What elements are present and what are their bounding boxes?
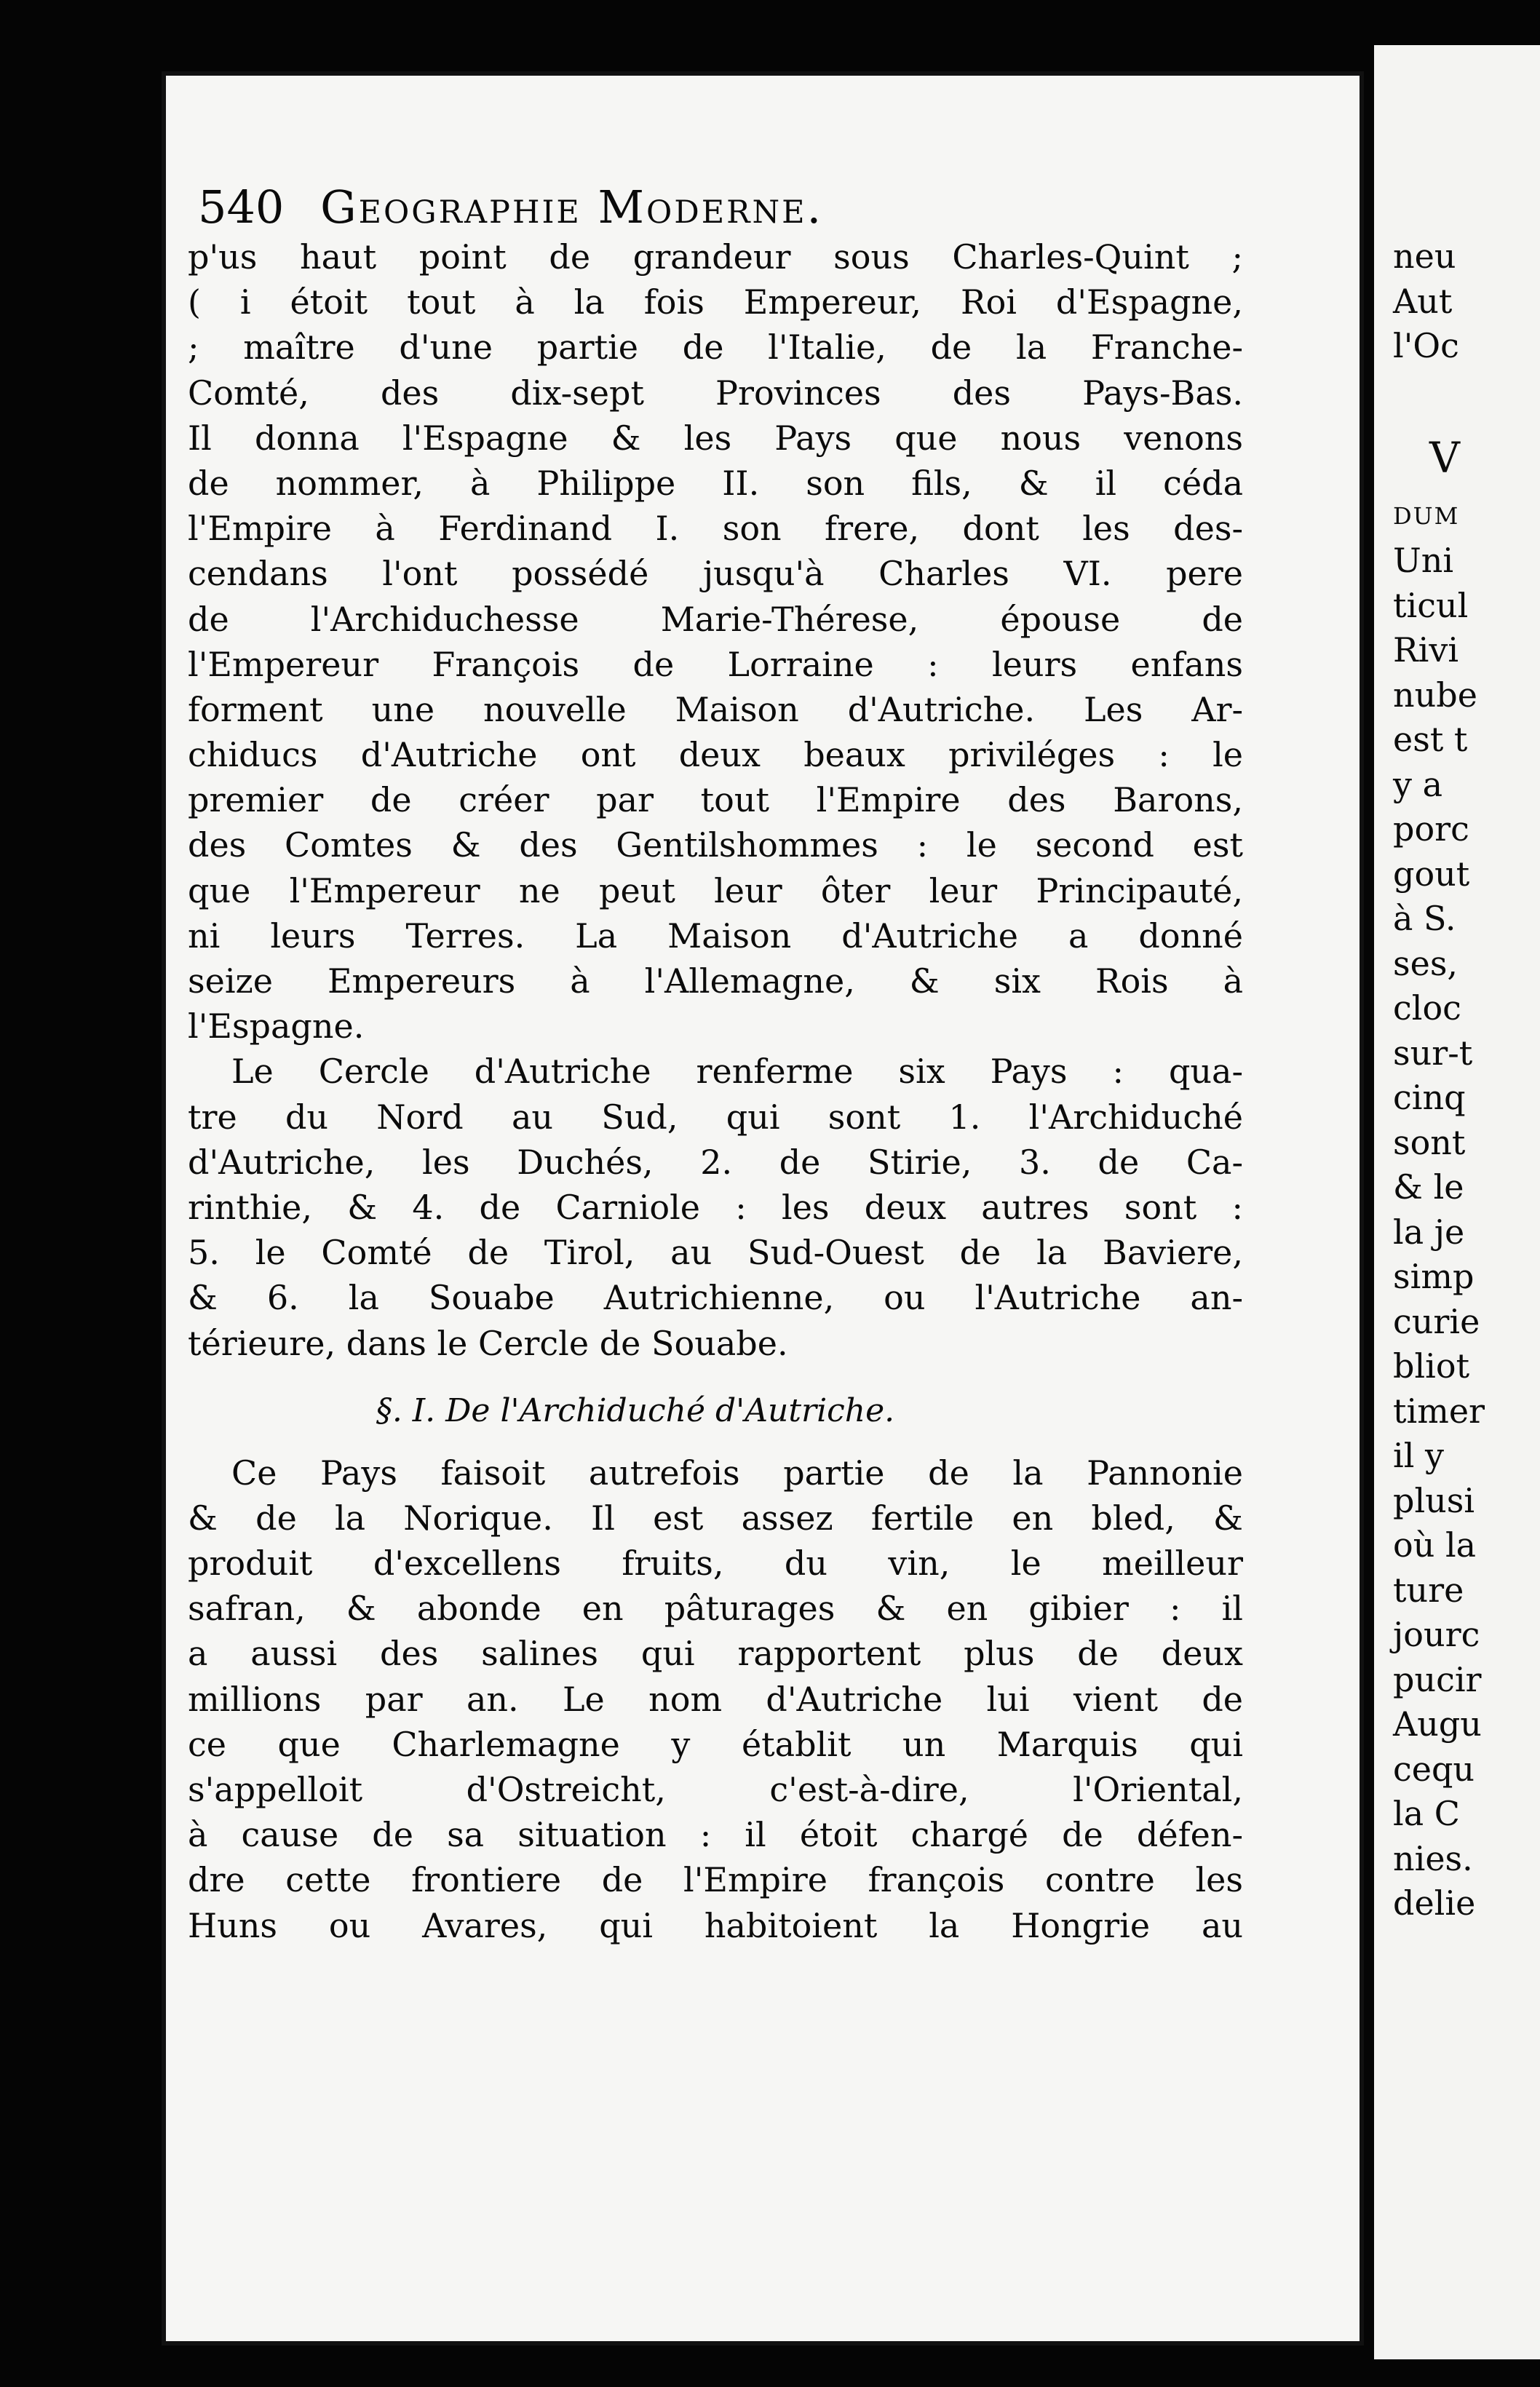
- page-number: 540: [198, 180, 285, 234]
- adjacent-line: plusi: [1393, 1480, 1475, 1520]
- text-line: seize Empereurs à l'Allemagne, & six Rois à: [188, 961, 1243, 1001]
- adjacent-line: y a: [1393, 764, 1443, 804]
- adjacent-line: ses,: [1393, 943, 1458, 983]
- text-line: ce que Charlemagne y établit un Marquis qui: [188, 1724, 1243, 1764]
- adjacent-line: timer: [1393, 1391, 1485, 1431]
- adjacent-line: sur-t: [1393, 1033, 1473, 1073]
- adjacent-page: [1374, 45, 1540, 2359]
- adjacent-line: simp: [1393, 1257, 1474, 1296]
- adjacent-line: Rivi: [1393, 630, 1459, 670]
- adjacent-line: Augu: [1393, 1704, 1482, 1744]
- adjacent-line: pucir: [1393, 1659, 1482, 1699]
- adjacent-line: cinq: [1393, 1078, 1466, 1117]
- adjacent-line: l'Oc: [1393, 326, 1459, 365]
- text-line: Il donna l'Espagne & les Pays que nous venons: [188, 418, 1243, 458]
- text-line: Le Cercle d'Autriche renferme six Pays : qua-: [231, 1052, 1243, 1092]
- text-line: térieure, dans le Cercle de Souabe.: [188, 1323, 788, 1363]
- text-line: millions par an. Le nom d'Autriche lui vient de: [188, 1679, 1243, 1719]
- page-body: [188, 234, 1243, 1948]
- text-line: produit d'excellens fruits, du vin, le meilleur: [188, 1544, 1243, 1584]
- text-line: s'appelloit d'Ostreicht, c'est-à-dire, l'Oriental,: [188, 1770, 1243, 1809]
- text-line: 5. le Comté de Tirol, au Sud-Ouest de la Baviere,: [188, 1233, 1243, 1273]
- adjacent-line: ture: [1393, 1570, 1464, 1610]
- text-line: forment une nouvelle Maison d'Autriche. Les Ar-: [188, 689, 1243, 729]
- paragraph-3: [188, 1450, 1243, 1948]
- paragraph-2: [188, 1049, 1243, 1365]
- adjacent-line: la C: [1393, 1794, 1460, 1833]
- adjacent-line: est t: [1393, 720, 1468, 759]
- text-line: d'Autriche, les Duchés, 2. de Stirie, 3. de Ca-: [188, 1142, 1243, 1182]
- text-line: des Comtes & des Gentilshommes : le second est: [188, 825, 1243, 865]
- text-line: premier de créer par tout l'Empire des Barons,: [188, 780, 1243, 820]
- text-line: l'Empereur François de Lorraine : leurs enfans: [188, 644, 1243, 684]
- text-line: & de la Norique. Il est assez fertile en bled, &: [188, 1498, 1243, 1538]
- adjacent-line: bliot: [1393, 1346, 1470, 1386]
- adjacent-line: sont: [1393, 1122, 1466, 1162]
- adjacent-drop-letter: V: [1429, 432, 1460, 482]
- adjacent-line: cloc: [1393, 988, 1461, 1028]
- adjacent-line: il y: [1393, 1436, 1445, 1475]
- paragraph-1: [188, 234, 1243, 1049]
- text-line: rinthie, & 4. de Carniole : les deux autres sont :: [188, 1187, 1243, 1227]
- adjacent-page-text: [1393, 234, 1540, 1926]
- adjacent-line: delie: [1393, 1883, 1476, 1923]
- text-line: ; maître d'une partie de l'Italie, de la Franche-: [188, 327, 1243, 368]
- adjacent-gap: [1393, 369, 1540, 421]
- section-heading: §. I. De l'Archiduché d'Autriche.: [376, 1391, 895, 1429]
- text-line: Huns ou Avares, qui habitoient la Hongrie au: [188, 1905, 1243, 1945]
- adjacent-line: & le: [1393, 1167, 1464, 1207]
- adjacent-line: curie: [1393, 1301, 1480, 1341]
- text-line: que l'Empereur ne peut leur ôter leur Principauté,: [188, 870, 1243, 910]
- text-line: de nommer, à Philippe II. son fils, & il céda: [188, 463, 1243, 503]
- text-line: Ce Pays faisoit autrefois partie de la Pannonie: [231, 1453, 1243, 1493]
- text-line: de l'Archiduchesse Marie-Thérese, épouse de: [188, 599, 1243, 639]
- adjacent-line: à S.: [1393, 899, 1456, 938]
- adjacent-line: gout: [1393, 854, 1470, 894]
- text-line: ( i étoit tout à la fois Empereur, Roi d'Espagne,: [188, 282, 1243, 322]
- running-title: Geographie Moderne.: [320, 180, 824, 234]
- adjacent-line: nies.: [1393, 1838, 1473, 1878]
- adjacent-line: cequ: [1393, 1749, 1475, 1789]
- text-line: l'Espagne.: [188, 1006, 365, 1046]
- text-line: cendans l'ont possédé jusqu'à Charles VI. pere: [188, 554, 1243, 594]
- adjacent-line: ticul: [1393, 585, 1469, 625]
- text-line: ni leurs Terres. La Maison d'Autriche a donné: [188, 916, 1243, 956]
- adjacent-line: neu: [1393, 237, 1456, 276]
- text-line: safran, & abonde en pâturages & en gibier : il: [188, 1589, 1243, 1629]
- adjacent-line: Aut: [1393, 281, 1453, 321]
- adjacent-line: la je: [1393, 1212, 1465, 1252]
- text-line: p'us haut point de grandeur sous Charles-Quint ;: [188, 237, 1243, 277]
- text-line: Comté, des dix-sept Provinces des Pays-Bas.: [188, 373, 1243, 413]
- text-line: tre du Nord au Sud, qui sont 1. l'Archiduché: [188, 1097, 1243, 1137]
- text-line: chiducs d'Autriche ont deux beaux priviléges : le: [188, 735, 1243, 775]
- page-header: [198, 175, 1290, 240]
- adjacent-small-caps: DUM: [1393, 501, 1460, 530]
- adjacent-line: porc: [1393, 809, 1469, 849]
- text-line: & 6. la Souabe Autrichienne, ou l'Autriche an-: [188, 1278, 1243, 1318]
- adjacent-line: où la: [1393, 1525, 1477, 1565]
- adjacent-line: nube: [1393, 675, 1477, 715]
- text-line: l'Empire à Ferdinand I. son frere, dont les des-: [188, 509, 1243, 549]
- text-line: dre cette frontiere de l'Empire françois contre les: [188, 1860, 1243, 1900]
- adjacent-line: jourc: [1393, 1615, 1480, 1654]
- adjacent-lines: [1393, 539, 1540, 1926]
- text-line: à cause de sa situation : il étoit chargé de défen-: [188, 1815, 1243, 1855]
- text-line: a aussi des salines qui rapportent plus de deux: [188, 1634, 1243, 1674]
- adjacent-line: Uni: [1393, 541, 1454, 580]
